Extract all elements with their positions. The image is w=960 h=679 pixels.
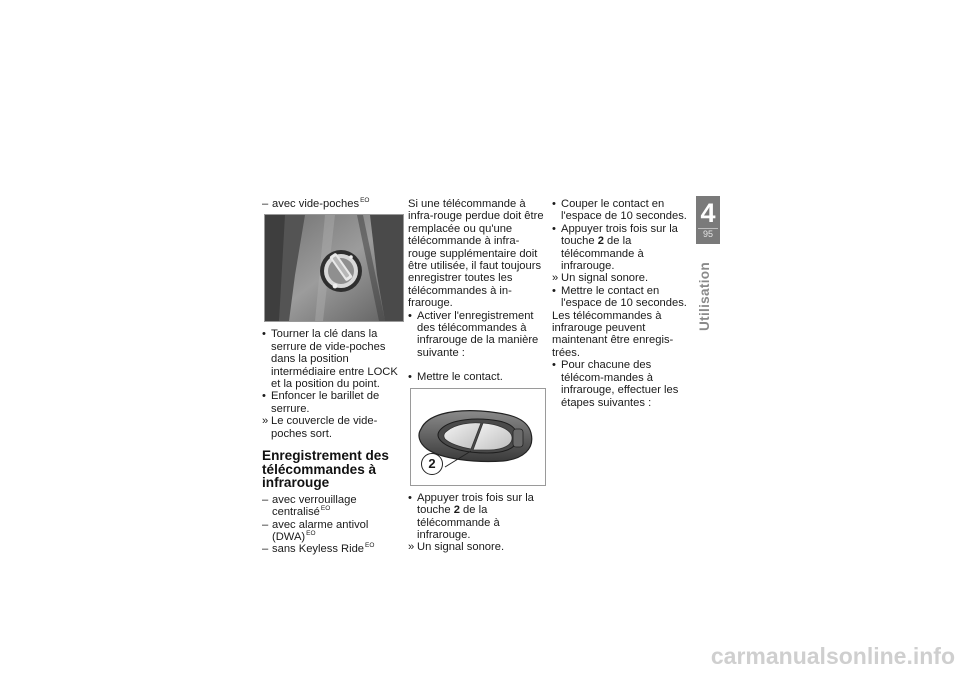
column-3 [552, 198, 689, 409]
equipment-option-tag: EO [306, 530, 316, 538]
remote-key-illustration [410, 388, 546, 486]
result-marker: » [408, 541, 415, 554]
equipment-option-tag: EO [360, 197, 370, 204]
equipment-option-tag: EO [320, 505, 331, 513]
bullet-marker: • [552, 284, 556, 297]
instruction-text: Mettre le contact en l'espace de 10 secondes. [561, 284, 687, 310]
glovebox-lock-drawing [265, 215, 403, 321]
instruction-text: de la télécommande à infrarouge. [561, 235, 644, 273]
watermark: carmanualsonline.info [710, 643, 955, 669]
instruction-text: Pour chacune des télécom-mandes à infrarouge, effectuer les étapes suivantes : [561, 359, 679, 409]
instruction-text: Activer l'enregistrement des télécommandes à infrarouge de la manière suivante : [417, 309, 539, 359]
bullet-marker: • [262, 390, 266, 403]
instruction-text: de la télécommande à infrarouge. [417, 504, 500, 541]
bullet-marker: • [262, 328, 266, 341]
list-item [262, 390, 404, 415]
section-heading: Enregistrement des télécommandes à infrarouge [262, 448, 389, 491]
instruction-text: Enfoncer le barillet de serrure. [271, 390, 380, 415]
list-item [408, 541, 545, 553]
list-item [262, 415, 404, 440]
list-item [552, 359, 689, 409]
condition-line [262, 494, 404, 519]
result-text: Le couvercle de vide-poches sort. [271, 415, 378, 440]
glovebox-lock-illustration [264, 214, 404, 322]
instruction-text: Couper le contact en l'espace de 10 secondes. [561, 198, 687, 223]
chapter-number: 4 [700, 198, 716, 228]
list-item [552, 223, 689, 273]
dash-marker: – [262, 543, 269, 556]
tab-divider [698, 228, 718, 229]
result-marker: » [552, 272, 559, 285]
dash-marker: – [262, 518, 269, 531]
dash-marker: – [262, 493, 269, 506]
equipment-option-tag: EO [365, 542, 375, 550]
list-item [408, 310, 545, 360]
list-item [408, 371, 545, 383]
bullet-marker: • [408, 309, 412, 322]
page-number: 95 [702, 229, 713, 239]
intro-paragraph: Si une télécommande à infra-rouge perdue doit être remplacée ou qu'une télécommande à infra-rouge supplémentaire doit être utilisée, il faut toujours enregistrer toutes les télécommandes à in-frarouge. [408, 198, 544, 310]
instruction-text: Tourner la clé dans la serrure de vide-poches dans la position intermédiaire entre LOCK et la position du point. [271, 328, 398, 391]
condition-line [262, 543, 404, 555]
instruction-text: Appuyer trois fois sur la touche [561, 222, 678, 248]
condition-text: sans Keyless Ride [272, 543, 365, 556]
chapter-side-label: Utilisation [697, 262, 712, 332]
key-number: 2 [597, 235, 604, 248]
list-item [552, 272, 689, 284]
column-1 [262, 198, 404, 556]
result-text: Un signal sonore. [417, 541, 505, 554]
list-item [552, 198, 689, 223]
paragraph: Les télécommandes à infrarouge peuvent maintenant être enregis-trées. [552, 309, 674, 359]
result-marker: » [262, 415, 269, 428]
bullet-marker: • [552, 222, 556, 235]
list-item [262, 328, 404, 390]
intro-text: avec vide-poches [272, 198, 360, 210]
column-2 [408, 198, 545, 554]
instruction-text: Appuyer trois fois sur la touche [417, 491, 534, 517]
condition-line [262, 519, 404, 544]
key-number: 2 [453, 504, 460, 517]
list-item [408, 492, 545, 542]
condition-text: avec verrouillage centralisé [272, 493, 357, 519]
instruction-text: Mettre le contact. [417, 371, 503, 384]
bullet-marker: • [408, 371, 412, 384]
condition-text: avec alarme antivol (DWA) [272, 518, 369, 544]
list-item [552, 285, 689, 310]
intro-line [262, 198, 404, 210]
callout-label: 2 [421, 453, 443, 475]
chapter-tab [696, 196, 720, 244]
bullet-marker: • [552, 359, 556, 372]
result-text: Un signal sonore. [561, 272, 649, 285]
bullet-marker: • [552, 198, 556, 210]
bullet-marker: • [408, 491, 412, 504]
dash-marker: – [262, 198, 269, 210]
